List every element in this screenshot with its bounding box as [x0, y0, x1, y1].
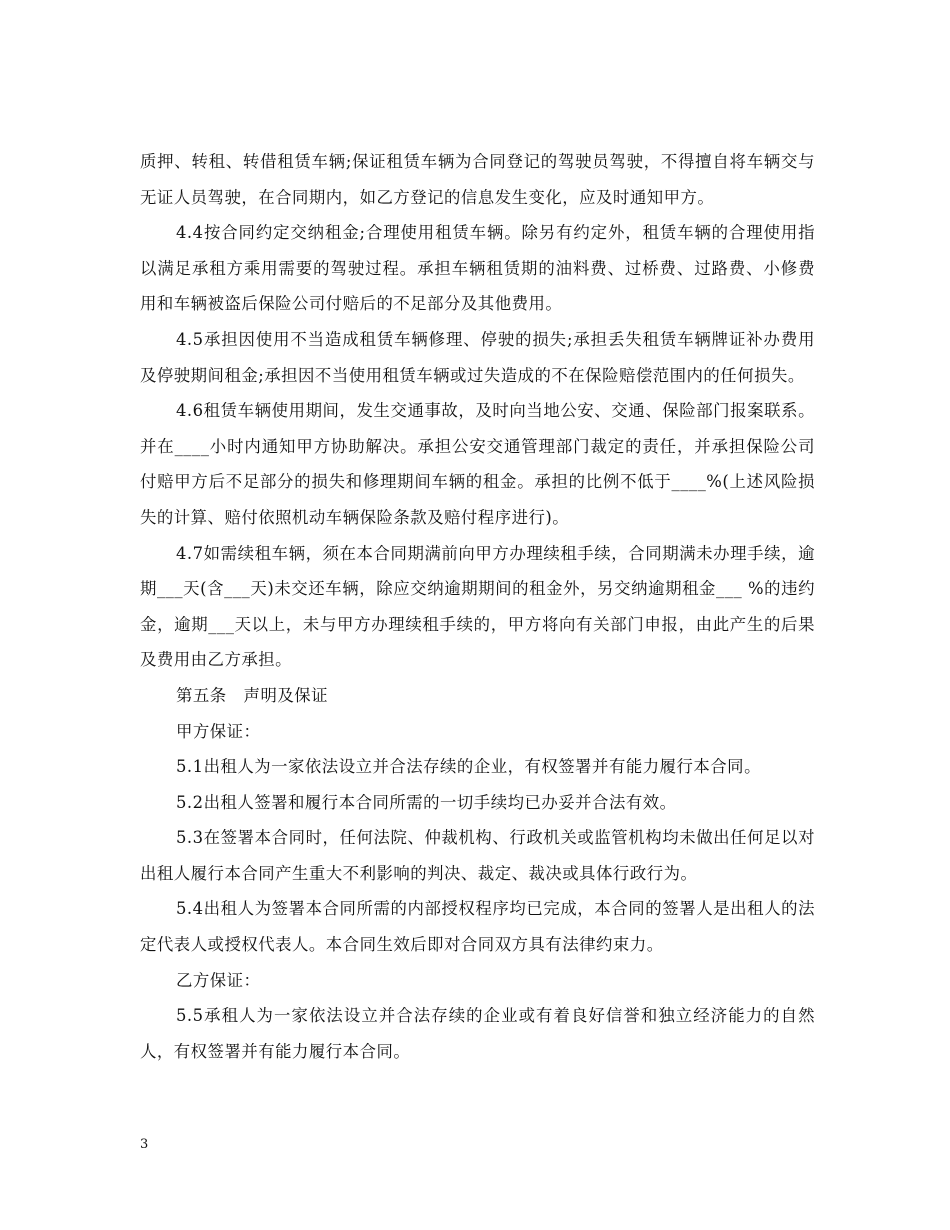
paragraph-5-5: 5.5承租人为一家依法设立并合法存续的企业或有着良好信誉和独立经济能力的自然人，有权签署并有能力履行本合同。 [140, 1006, 815, 1061]
paragraph-continuation: 质押、转租、转借租赁车辆;保证租赁车辆为合同登记的驾驶员驾驶，不得擅自将车辆交与无证人员驾驶，在合同期内，如乙方登记的信息发生变化，应及时通知甲方。 [140, 152, 815, 207]
paragraph-5-4: 5.4出租人为签署本合同所需的内部授权程序均已完成，本合同的签署人是出租人的法定代表人或授权代表人。本合同生效后即对合同双方具有法律约束力。 [140, 899, 815, 955]
paragraph-4-7: 4.7如需续租车辆，须在本合同期满前向甲方办理续租手续，合同期满未办理手续，逾期___天(含___天)未交还车辆，除应交纳逾期期间的租金外，另交纳逾期租金___ %的违约金，逾期___天以上，未与甲方办理续租手续的，甲方将向有关部门申报，由此产生的后果及费用由乙方承担。 [140, 543, 815, 670]
paragraph-5-1: 5.1出租人为一家依法设立并合法存续的企业，有权签署并有能力履行本合同。 [176, 757, 761, 777]
paragraph-5-2: 5.2出租人签署和履行本合同所需的一切手续均已办妥并合法有效。 [176, 792, 677, 812]
paragraph-4-6: 4.6租赁车辆使用期间，发生交通事故，及时向当地公安、交通、保险部门报案联系。并在____小时内通知甲方协助解决。承担公安交通管理部门裁定的责任，并承担保险公司付赔甲方后不足部分的损失和修理期间车辆的租金。承担的比例不低于____%(上述风险损失的计算、赔付依照机动车辆保险条款及赔付程序进行)。 [140, 401, 815, 527]
paragraph-5-3: 5.3在签署本合同时，任何法院、仲裁机构、行政机关或监管机构均未做出任何足以对出租人履行本合同产生重大不利影响的判决、裁定、裁决或具体行政行为。 [140, 828, 815, 883]
party-b-guarantee-heading: 乙方保证： [176, 970, 261, 990]
paragraph-4-5: 4.5承担因使用不当造成租赁车辆修理、停驶的损失;承担丢失租赁车辆牌证补办费用及停驶期间租金;承担因不当使用租赁车辆或过失造成的不在保险赔偿范围内的任何损失。 [140, 329, 815, 385]
page-number: 3 [140, 1137, 149, 1152]
paragraph-4-4: 4.4按合同约定交纳租金;合理使用租赁车辆。除另有约定外，租赁车辆的合理使用指以满足承租方乘用需要的驾驶过程。承担车辆租赁期的油料费、过桥费、过路费、小修费用和车辆被盗后保险公司付赔后的不足部分及其他费用。 [140, 223, 815, 314]
party-a-guarantee-heading: 甲方保证： [176, 721, 261, 741]
article-5-heading: 第五条 声明及保证 [176, 685, 329, 705]
contract-body [140, 144, 815, 1069]
